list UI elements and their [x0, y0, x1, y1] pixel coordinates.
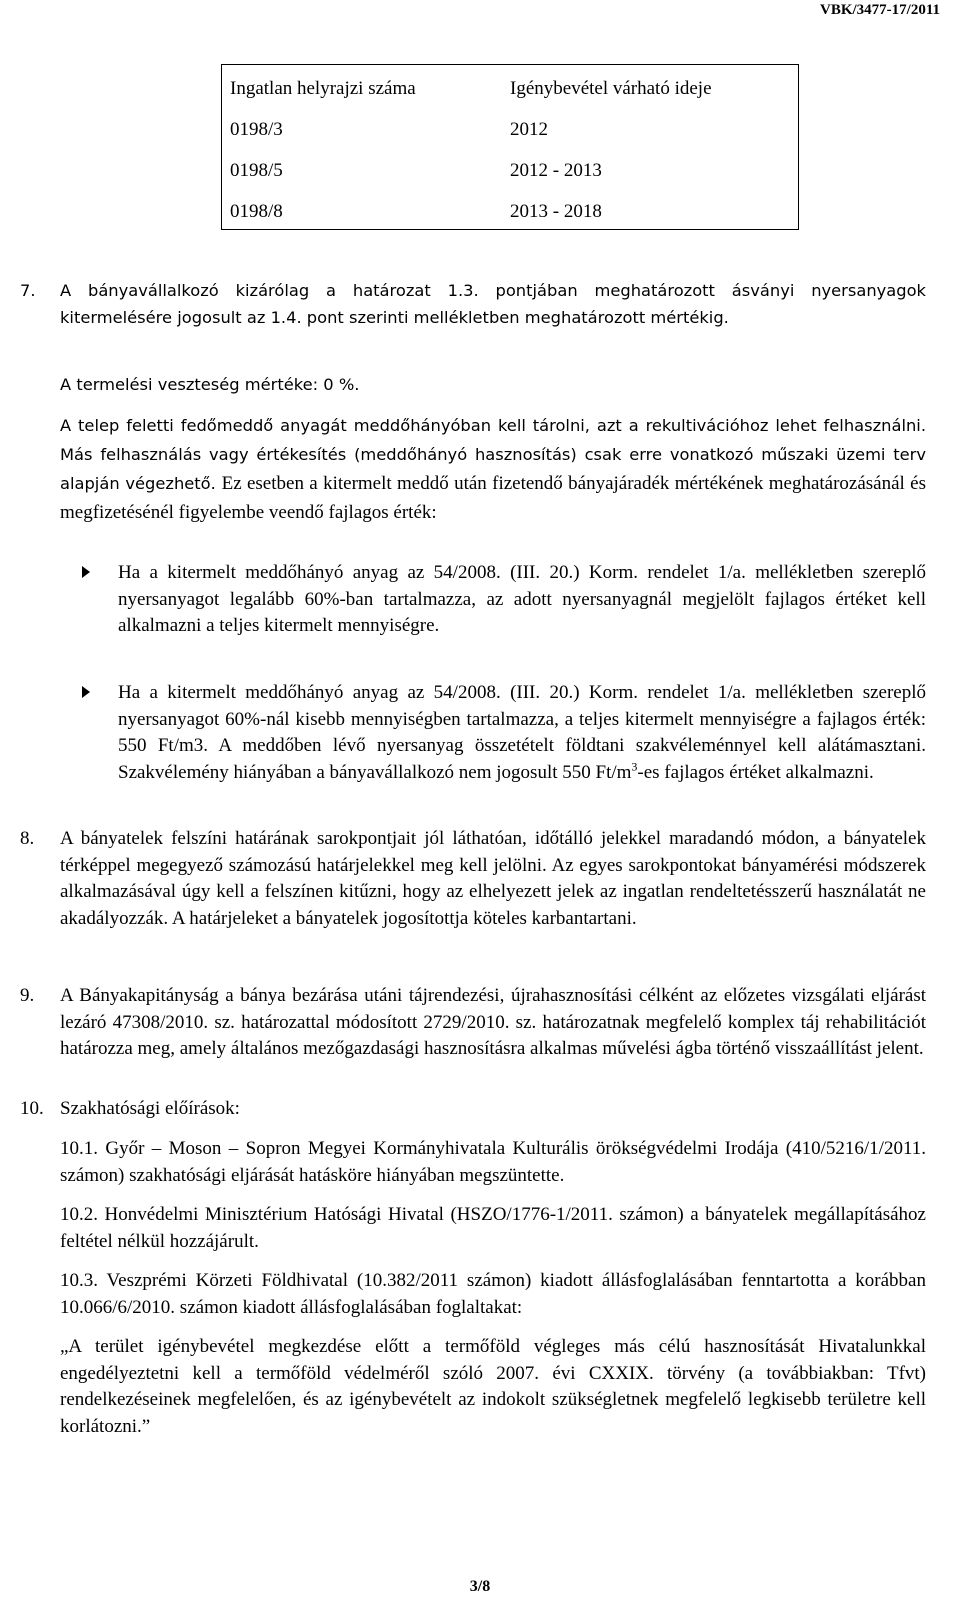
bullet-2-main-text: Ha a kitermelt meddőhányó anyag az 54/2008. (III. 20.) Korm. rendelet 1/a. mellékletben szereplő nyersanyagot 60%-nál kisebb mennyiségben tartalmazza, a teljes kitermelt mennyiségre a fajlagos érték: 550 Ft/m3. A meddőben lévő nyersanyag összetételt földtani szakvéleménnyel kell alátámasztani. Szakvélemény hiányában a bányavállalkozó nem jogosult 550 Ft/m — [118, 682, 926, 783]
table-row — [230, 160, 602, 182]
section-9-paragraph: A Bányakapitányság a bánya bezárása utáni tájrendezési, újrahasznosítási célként az előzetes vizsgálati eljárást lezáró 47308/2010. sz. határozattal módosított 2729/2010. sz. határozatnak megfelelő komplex táj rehabilitációt határozza meg, amely általános mezőgazdasági hasznosításra alkalmas művelési ágba történő visszaállítást jelent. — [60, 985, 926, 1059]
section-7-paragraph: A bányavállalkozó kizárólag a határozat 1.3. pontjában meghatározott ásványi nyersanyagok kitermelésére jogosult az 1.4. pont szerinti mellékletben meghatározott mértékig. — [60, 281, 926, 327]
table-cell: 0198/3 — [230, 119, 283, 140]
overburden-text-serif: Ez esetben a kitermelt meddő után fizetendő bányajáradék mértékének meghatározásánál és megfizetésénél figyelembe veendő fajlagos érték: — [60, 473, 926, 523]
table-header-row — [230, 78, 712, 100]
parcel-table — [221, 64, 799, 230]
overburden-paragraph — [60, 411, 926, 527]
table-cell: 2013 - 2018 — [510, 201, 602, 222]
table-header-cell: Ingatlan helyrajzi száma — [230, 78, 416, 99]
table-header-cell: Igénybevétel várható ideje — [510, 78, 712, 99]
table-cell: 0198/5 — [230, 160, 283, 181]
section-number-9: 9. — [20, 985, 35, 1006]
section-10-heading: Szakhatósági előírások: — [60, 1098, 240, 1119]
section-8-paragraph: A bányatelek felszíni határának sarokpontjait jól láthatóan, időtálló jelekkel maradandó módon, a bányatelek térképpel megegyező számozású határjelekkel meg kell jelölni. Az egyes sarokpontokat bányamérési módszerek alkalmazásával úgy kell a felszínen kitűzni, hogy az elhelyezett jelek az ingatlan rendeltetésszerű használatát ne akadályozzák. A határjeleket a bányatelek jogosítottja köteles karbantartani. — [60, 828, 926, 929]
bullet-icon — [82, 566, 90, 578]
bullet-icon — [82, 686, 90, 698]
table-cell: 2012 - 2013 — [510, 160, 602, 181]
table-cell: 0198/8 — [230, 201, 283, 222]
section-10-3-paragraph: 10.3. Veszprémi Körzeti Földhivatal (10.382/2011 számon) kiadott állásfoglalásában fenntartotta a korábban 10.066/6/2010. számon kiadott állásfoglalásában foglaltakat: — [60, 1270, 926, 1318]
table-row — [230, 119, 548, 141]
superscript-three: 3 — [631, 759, 638, 774]
section-10-1-paragraph: 10.1. Győr – Moson – Sopron Megyei Kormányhivatala Kulturális örökségvédelmi Irodája (410/5216/1/2011. számon) szakhatósági eljárását hatásköre hiányában megszüntette. — [60, 1138, 926, 1186]
section-number-10: 10. — [20, 1098, 44, 1119]
page-number: 3/8 — [469, 1578, 491, 1595]
overburden-text-sans: A telep feletti fedőmeddő anyagát meddőhányóban kell tárolni, azt a rekultivációhoz lehet felhasználni. Más felhasználás vagy értékesítés (meddőhányó hasznosítás) csak erre vonatkozó műszaki üzemi terv alapján végezhető. — [60, 416, 926, 493]
document-reference-number: VBK/3477-17/2011 — [819, 2, 940, 18]
bullet-2-tail-text: -es fajlagos értéket alkalmazni. — [637, 761, 874, 783]
section-number-7: 7. — [20, 281, 36, 300]
bullet-item-1: Ha a kitermelt meddőhányó anyag az 54/2008. (III. 20.) Korm. rendelet 1/a. mellékletben szereplő nyersanyagot legalább 60%-ban tartalmazza, az adott nyersanyagnál megjelölt fajlagos értéket kell alkalmazni a teljes kitermelt mennyiségre. — [118, 562, 926, 636]
table-row — [230, 201, 602, 223]
section-number-8: 8. — [20, 828, 35, 849]
quoted-land-office-statement: „A terület igénybevétel megkezdése előtt a termőföld végleges más célú hasznosítását Hivatalunkkal engedélyeztetni kell a termőföld védelméről szóló 2007. évi CXXIX. törvény (a továbbiakban: Tfvt) rendelkezéseinek megfelelően, és az igénybevételt az indokolt szükségletnek megfelelő legkisebb területre kell korlátozni.” — [60, 1336, 926, 1437]
bullet-item-2 — [118, 680, 926, 786]
production-loss-line: A termelési veszteség mértéke: 0 %. — [60, 375, 360, 394]
table-cell: 2012 — [510, 119, 548, 140]
section-10-2-paragraph: 10.2. Honvédelmi Minisztérium Hatósági Hivatal (HSZO/1776-1/2011. számon) a bányatelek megállapításához feltétel nélkül hozzájárult. — [60, 1204, 926, 1252]
